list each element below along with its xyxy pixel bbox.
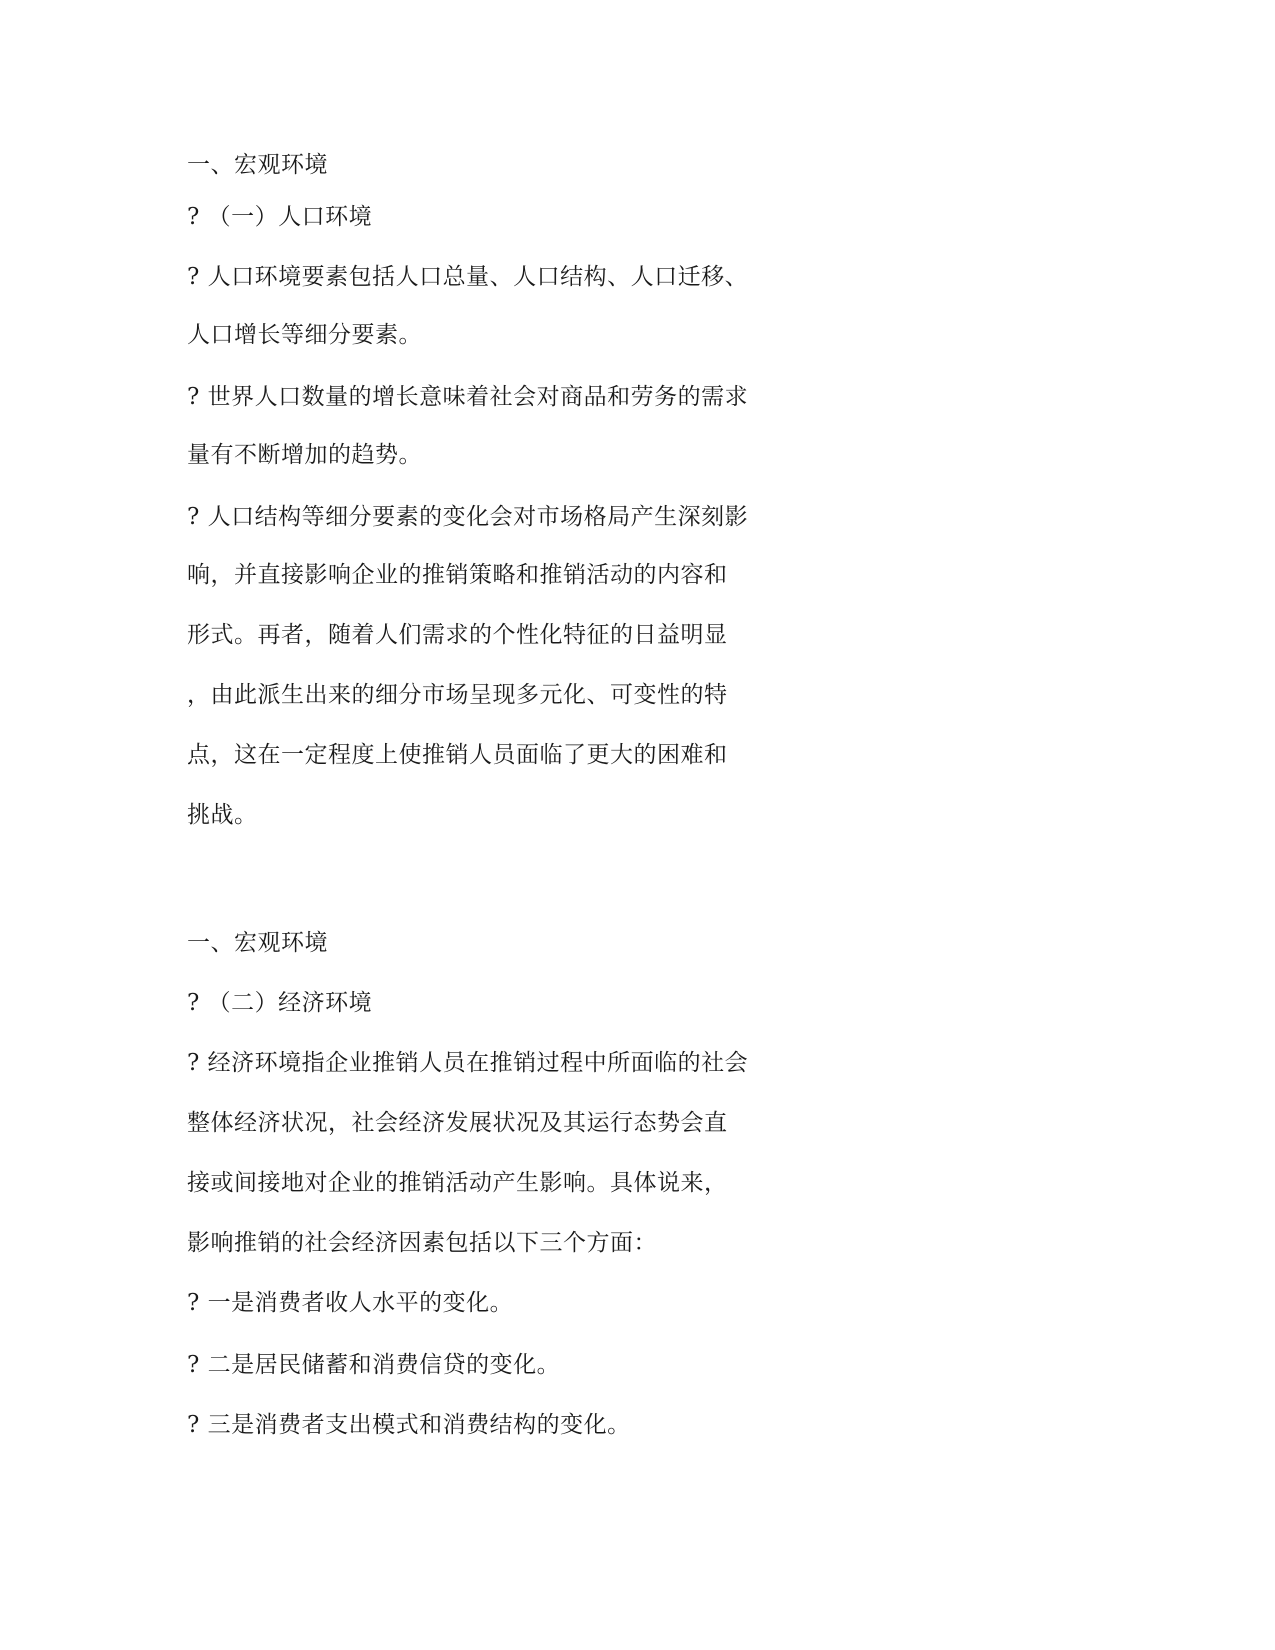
section1-line-3: ? 世界人口数量的增长意味着社会对商品和劳务的需求 — [187, 384, 749, 410]
section2-line-7: ? 三是消费者支出模式和消费结构的变化。 — [187, 1412, 631, 1438]
section1-line-9: 点，这在一定程度上使推销人员面临了更大的困难和 — [187, 742, 728, 768]
section2-heading: 一、宏观环境 — [187, 930, 328, 956]
section1-line-7: 形式。再者，随着人们需求的个性化特征的日益明显 — [187, 622, 728, 648]
section2-subheading: ? （二）经济环境 — [187, 990, 373, 1016]
section1-line-10: 挑战。 — [187, 802, 258, 828]
section1-line-4: 量有不断增加的趋势。 — [187, 442, 422, 468]
section1-subheading: ? （一）人口环境 — [187, 204, 373, 230]
section2-line-6: ? 二是居民储蓄和消费信贷的变化。 — [187, 1352, 561, 1378]
section1-line-1: ? 人口环境要素包括人口总量、人口结构、人口迁移、 — [187, 264, 749, 290]
section1-line-8: ，由此派生出来的细分市场呈现多元化、可变性的特 — [187, 682, 728, 708]
section2-line-2: 整体经济状况，社会经济发展状况及其运行态势会直 — [187, 1110, 728, 1136]
section1-line-2: 人口增长等细分要素。 — [187, 322, 422, 348]
section2-line-1: ? 经济环境指企业推销人员在推销过程中所面临的社会 — [187, 1050, 749, 1076]
section2-line-4: 影响推销的社会经济因素包括以下三个方面： — [187, 1230, 657, 1256]
section2-line-3: 接或间接地对企业的推销活动产生影响。具体说来， — [187, 1170, 728, 1196]
section2-line-5: ? 一是消费者收人水平的变化。 — [187, 1290, 514, 1316]
section1-heading: 一、宏观环境 — [187, 152, 328, 178]
section1-line-6: 响，并直接影响企业的推销策略和推销活动的内容和 — [187, 562, 728, 588]
section1-line-5: ? 人口结构等细分要素的变化会对市场格局产生深刻影 — [187, 504, 749, 530]
